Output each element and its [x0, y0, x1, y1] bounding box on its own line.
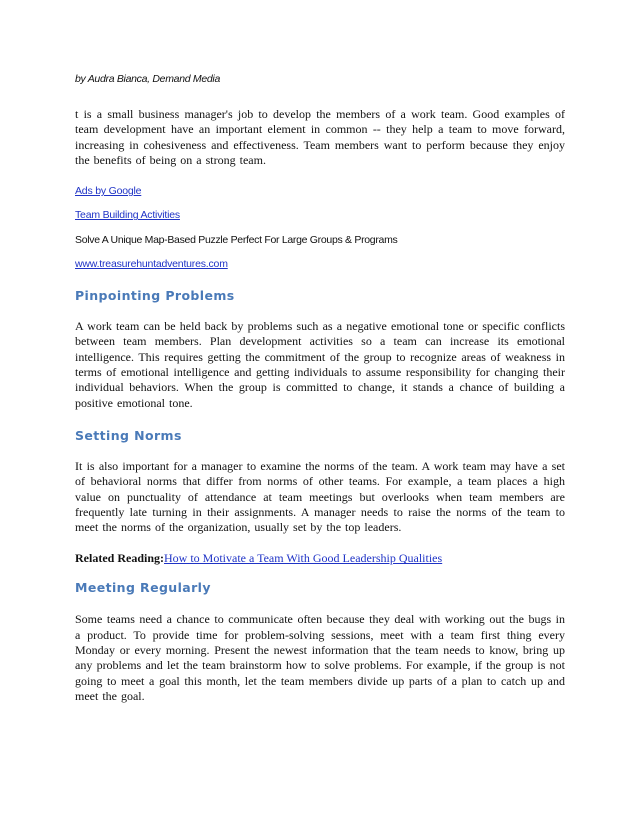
section-body-meeting-regularly: Some teams need a chance to communicate often because they deal with working out the bugs in a product. To provide time for problem-solving sessions, meet with a team first thing every Monday or every morning. Present the newest information that the team needs to know, bring up any problems and let the team brainstorm how to solve problems. For example, if the group is not going to meet a goal this month, let the team members divide up parts of a plan to catch up and meet the goal. — [75, 612, 565, 703]
section-body-pinpointing-problems: A work team can be held back by problems such as a negative emotional tone or specific conflicts between team members. Plan development activities so a team can increase its emotional intelligence. This requires getting the commitment of the group to recognize areas of weakness in terms of emotional intelligence and getting individuals to assume responsibility for changing their individual behaviors. When the group is committed to change, it stands a chance of building a positive emotional tone. — [75, 319, 565, 410]
related-reading — [75, 551, 565, 566]
section-heading-meeting-regularly: Meeting Regularly — [75, 580, 211, 596]
ads-by-google-link[interactable]: Ads by Google — [75, 185, 142, 198]
article-content — [75, 72, 565, 704]
section-body-setting-norms: It is also important for a manager to examine the norms of the team. A work team may have a set of behavioral norms that differ from norms of other teams. For example, a team places a high value on punctuality of attendance at team meetings but overlooks when team members are frequently late turning in their assignments. A manager needs to raise the norms of the team to meet the norms of the organization, usually set by the top leaders. — [75, 458, 565, 535]
ad-title-link[interactable]: Team Building Activities — [75, 209, 180, 222]
ad-block — [75, 184, 565, 271]
section-heading-pinpointing-problems: Pinpointing Problems — [75, 288, 235, 304]
related-reading-link[interactable]: How to Motivate a Team With Good Leadership Qualities — [164, 551, 443, 566]
ad-description: Solve A Unique Map-Based Puzzle Perfect For Large Groups & Programs — [75, 234, 398, 247]
related-reading-label: Related Reading: — [75, 551, 164, 566]
ad-url-link[interactable]: www.treasurehuntadventures.com — [75, 258, 228, 271]
byline: by Audra Bianca, Demand Media — [75, 73, 220, 85]
section-heading-setting-norms: Setting Norms — [75, 427, 182, 443]
intro-paragraph: t is a small business manager's job to develop the members of a work team. Good examples of team development have an important element in common -- they help a team to move forward, increasing in cohesiveness and effectiveness. Team members want to perform because they enjoy the benefits of being on a strong team. — [75, 107, 565, 167]
